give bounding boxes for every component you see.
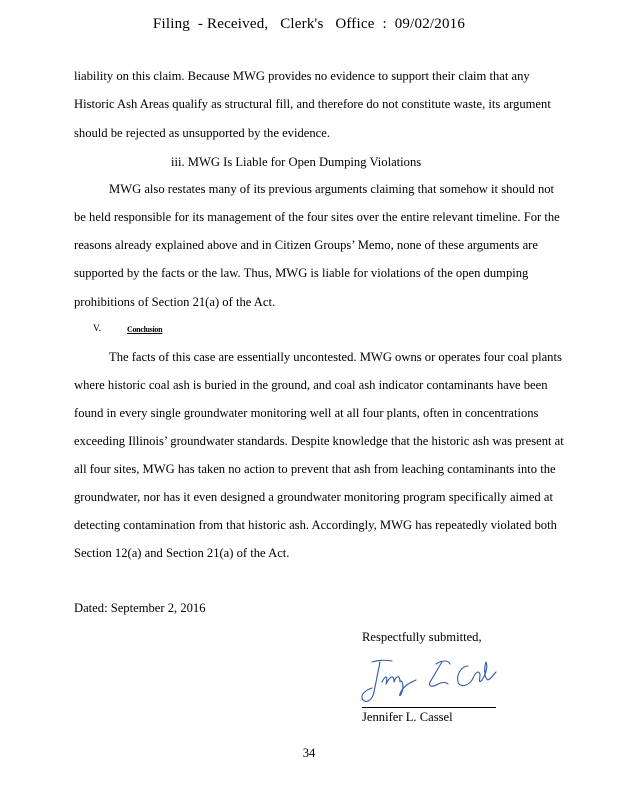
body-line: detecting contamination from that historic ash. Accordingly, MWG has repeatedly violated both (74, 518, 557, 532)
body-line: where historic coal ash is buried in the ground, and coal ash indicator contaminants have been (74, 378, 548, 392)
section-number: V. (93, 324, 102, 334)
signer-name: Jennifer L. Cassel (362, 710, 453, 724)
body-line: should be rejected as unsupported by the evidence. (74, 126, 330, 140)
body-line: all four sites, MWG has taken no action to prevent that ash from leaching contaminants into the (74, 462, 556, 476)
body-line: MWG also restates many of its previous arguments claiming that somehow it should not (109, 182, 555, 196)
body-line: reasons already explained above and in Citizen Groups’ Memo, none of these arguments are (74, 238, 538, 252)
body-line: be held responsible for its management of the four sites over the entire relevant timeline. For the (74, 210, 560, 224)
body-line: found in every single groundwater monitoring well at all four plants, often in concentrations (74, 406, 539, 420)
subheading: iii. MWG Is Liable for Open Dumping Violations (171, 155, 422, 169)
body-line: exceeding Illinois’ groundwater standards. Despite knowledge that the historic ash was present at (74, 434, 564, 448)
body-line: liability on this claim. Because MWG provides no evidence to support their claim that any (74, 69, 530, 83)
filing-header: Filing - Received, Clerk's Office : 09/02/2016 (152, 16, 466, 32)
body-line: prohibitions of Section 21(a) of the Act. (74, 295, 276, 309)
body-line: Section 12(a) and Section 21(a) of the Act. (74, 546, 290, 560)
signature-line (362, 707, 496, 708)
dated-line: Dated: September 2, 2016 (74, 601, 206, 615)
body-line: The facts of this case are essentially uncontested. MWG owns or operates four coal plants (109, 350, 562, 364)
closing-text: Respectfully submitted, (362, 630, 482, 644)
body-line: Historic Ash Areas qualify as structural fill, and therefore do not constitute waste, its argument (74, 97, 551, 111)
body-line: groundwater, nor has it even designed a groundwater monitoring program specifically aimed at (74, 490, 553, 504)
page-number: 34 (302, 746, 316, 760)
handwritten-signature (358, 652, 498, 708)
section-title: Conclusion (127, 325, 163, 334)
body-line: supported by the facts or the law. Thus, MWG is liable for violations of the open dumping (74, 266, 529, 280)
